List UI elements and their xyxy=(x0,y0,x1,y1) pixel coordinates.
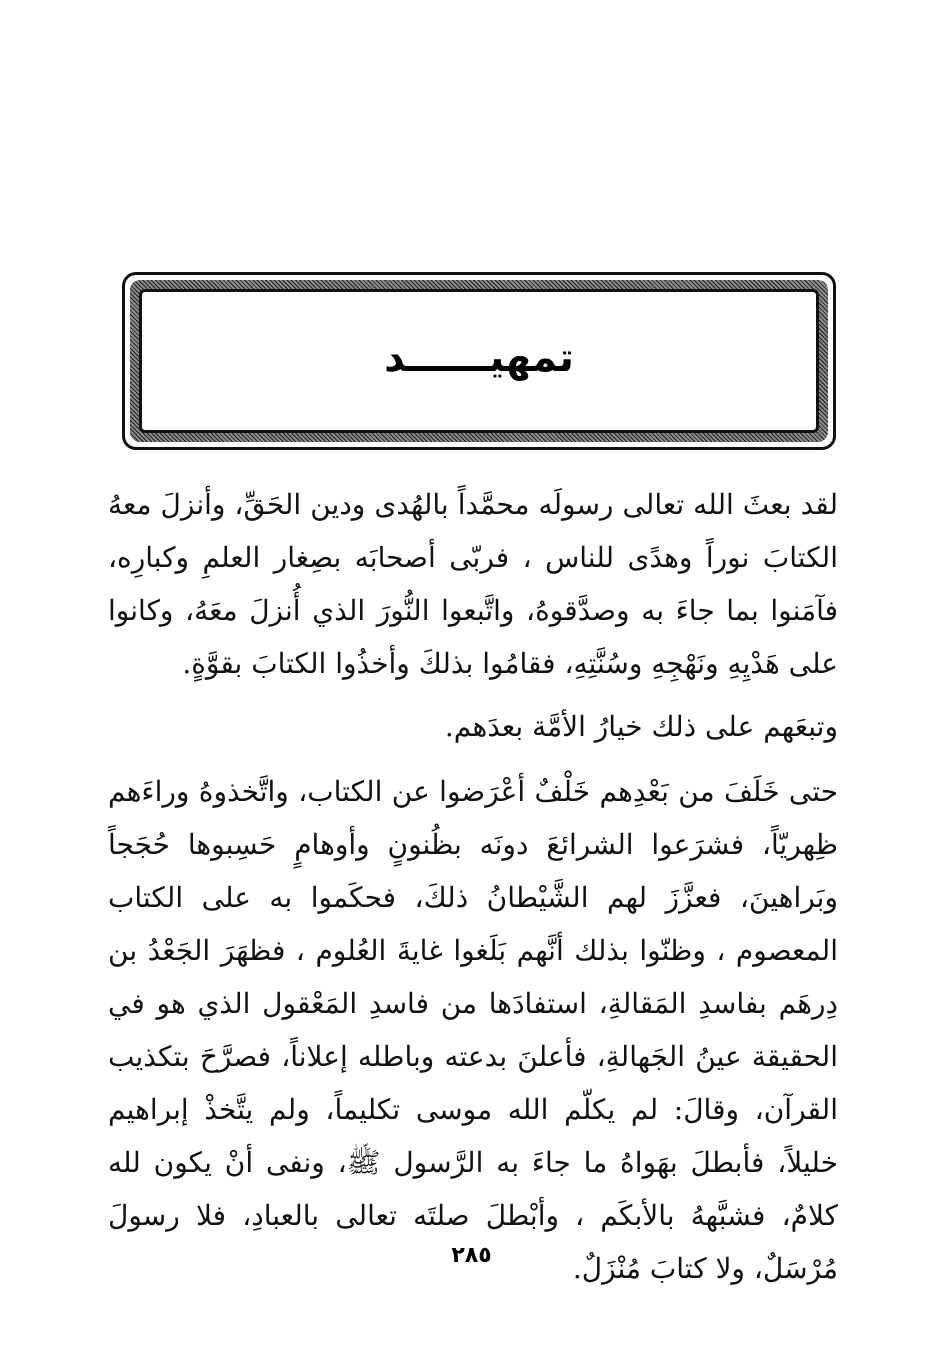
body-text xyxy=(108,478,838,1295)
chapter-title: تمهيــــــد xyxy=(384,335,574,381)
paragraph-1: لقد بعثَ الله تعالى رسولَه محمَّداً بالهُدى ودين الحَقِّ، وأنزلَ معهُ الكتابَ نوراً وهدًى للناس ، فربّى أصحابَه بصِغار العلمِ وكبارِه، فآمَنوا بما جاءَ به وصدَّقوهُ، واتَّبعوا النُّورَ الذي أُنزلَ معَهُ، وكانوا على هَدْيِهِ ونَهْجِهِ وسُنَّتِهِ، فقامُوا بذلكَ وأخذُوا الكتابَ بقوَّةٍ. xyxy=(108,488,838,680)
heading-frame xyxy=(122,272,836,450)
paragraph-3: حتى خَلَفَ من بَعْدِهم خَلْفٌ أعْرَضوا عن الكتاب، واتَّخذوهُ وراءَهم ظِهريّاً، فشرَعوا الشرائعَ دونَه بظُنونٍ وأوهامٍ حَسِبوها حُجَجاً وبَراهينَ، فعزَّزَ لهم الشَّيْطانُ ذلكَ، فحكَموا به على الكتاب المعصوم ، وظنّوا بذلك أنَّهم بَلَغوا غايةَ العُلوم ، فظهَرَ الجَعْدُ بن دِرهَم بفاسدِ المَقالةِ، استفادَها من فاسدِ المَعْقول الذي هو في الحقيقة عينُ الجَهالةِ، فأعلنَ بدعته وباطله إعلاناً، فصرَّحَ بتكذيب القرآن، وقالَ: لم يكلّم الله موسى تكليماً، ولم يتَّخذْ إبراهيم خليلاً، فأبطلَ بهَواهُ ما جاءَ به الرَّسول ﷺ، ونفى أنْ يكون لله كلامٌ، فشبَّههُ بالأبكَم ، وأبْطلَ صلتَه تعالى بالعبادِ، فلا رسولَ مُرْسَلٌ، ولا كتابَ مُنْزَلٌ. xyxy=(108,775,838,1285)
heading-frame-inner xyxy=(139,289,819,433)
paragraph-2: وتبعَهم على ذلك خيارُ الأمَّة بعدَهم. xyxy=(444,710,838,743)
page-number: ٢٨٥ xyxy=(451,1243,492,1268)
heading-frame-border xyxy=(130,280,828,442)
